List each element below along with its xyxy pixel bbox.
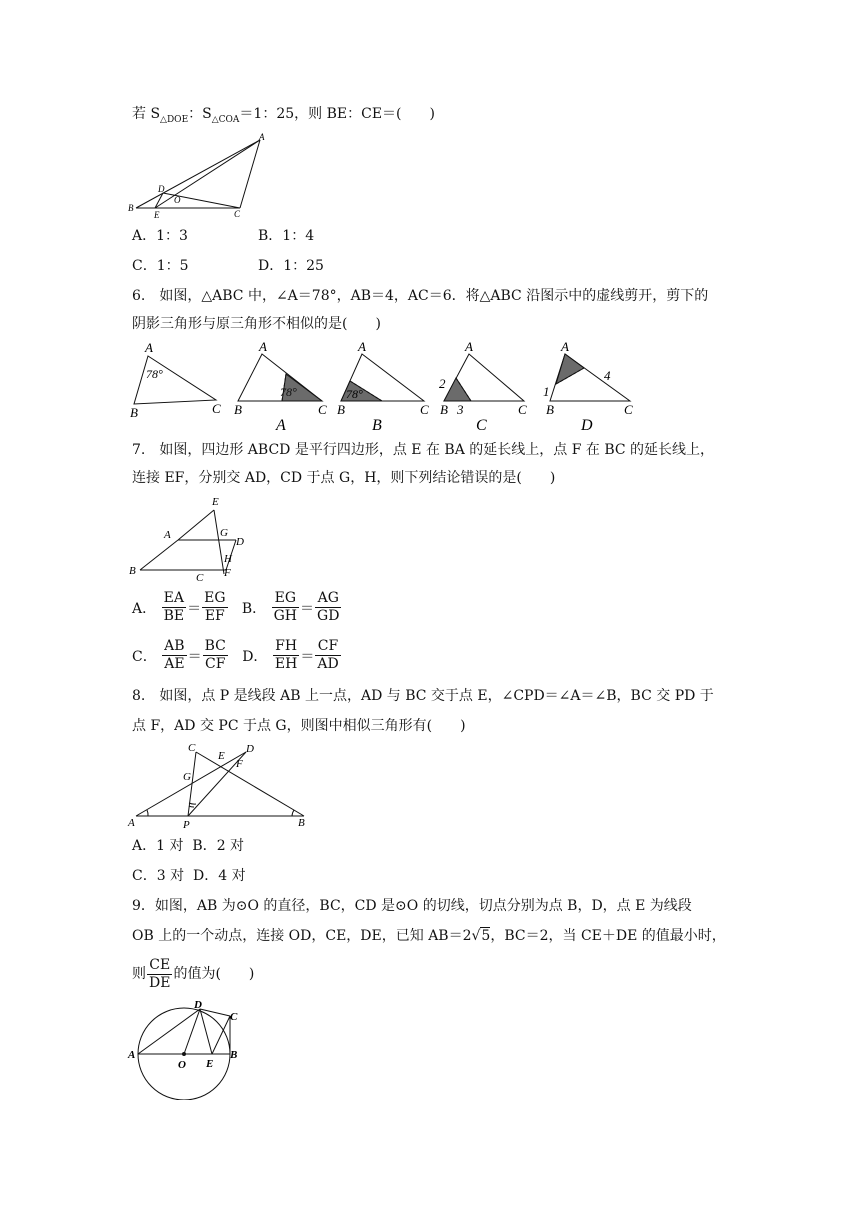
svg-text:G: G (183, 771, 191, 783)
svg-text:D: D (194, 999, 202, 1011)
svg-text:F: F (236, 758, 243, 770)
svg-text:B: B (129, 565, 136, 577)
q5-label-o: O (174, 195, 181, 205)
svg-text:B: B (230, 1049, 238, 1061)
q6-caption-a: A (276, 417, 286, 434)
svg-text:E: E (212, 496, 219, 508)
svg-text:3: 3 (457, 402, 464, 417)
q5-label-c: C (234, 209, 241, 218)
q6-caption-b: B (372, 417, 382, 434)
q5-label-a: A (259, 132, 265, 142)
q8-stem-line2: 点 F，AD 交 PC 于点 G，则图中相似三角形有( ) (132, 718, 466, 734)
svg-text:C: C (420, 402, 429, 417)
svg-text:A: A (128, 817, 135, 829)
svg-text:C: C (212, 401, 221, 416)
svg-text:C: C (518, 402, 527, 417)
q5-option-b[interactable]: B．1：4 (258, 228, 315, 244)
q6-caption-d: D (581, 417, 593, 434)
q5-figure (128, 132, 268, 218)
svg-text:B: B (130, 405, 138, 420)
svg-text:P: P (183, 819, 190, 830)
svg-text:78°: 78° (280, 385, 297, 399)
svg-text:C: C (196, 572, 204, 584)
svg-text:C: C (624, 402, 633, 417)
q5-label-e: E (154, 210, 160, 218)
svg-text:D: D (246, 743, 254, 755)
svg-text:A: A (128, 1049, 136, 1061)
q6-stem-line2: 阴影三角形与原三角形不相似的是( ) (132, 316, 381, 332)
q7-option-c[interactable]: C． $\frac{AB}{AE}$ ＝ $\frac{BC}{CF}$ (132, 638, 226, 672)
q7-stem-line2: 连接 EF，分别交 AD，CD 于点 G，H，则下列结论错误的是( ) (132, 470, 556, 486)
svg-text:A: A (259, 339, 267, 354)
svg-text:E: E (218, 750, 225, 762)
q9-figure (126, 996, 256, 1100)
q9-stem-line3: 则 $\frac{CE}{DE}$ 的值为( ) (132, 956, 255, 991)
q6-angle-main: 78° (146, 367, 163, 381)
q8-option-cd[interactable]: C．3 对 D．4 对 (132, 868, 246, 884)
svg-text:78°: 78° (346, 387, 363, 401)
q5-stem: 若 $S_{\triangle DOE}$：$S_{\triangle COA}=1$：25，则 BE：CE＝( ) (132, 106, 435, 125)
svg-text:B: B (298, 817, 305, 829)
svg-text:E: E (206, 1058, 214, 1070)
svg-text:B: B (440, 402, 448, 417)
svg-text:2: 2 (439, 376, 446, 391)
q7-option-d[interactable]: D． $\frac{FH}{EH}$ ＝ $\frac{CF}{AD}$ (242, 638, 339, 672)
svg-text:4: 4 (604, 368, 611, 383)
svg-text:A: A (164, 529, 171, 541)
q8-stem-line1: 8. 如图，点 P 是线段 AB 上一点，AD 与 BC 交于点 E，∠CPD＝∠A＝∠B，BC 交 PD 于 (132, 688, 714, 704)
q7-figure (126, 492, 260, 584)
svg-text:C: C (318, 402, 327, 417)
q5-label-b: B (128, 203, 134, 213)
svg-text:1: 1 (543, 384, 550, 399)
q5-option-c[interactable]: C．1：5 (132, 258, 189, 274)
svg-text:F: F (224, 567, 231, 579)
svg-text:G: G (220, 527, 228, 539)
svg-text:B: B (234, 402, 242, 417)
svg-text:A: A (465, 339, 473, 354)
q7-option-a[interactable]: A． $\frac{EA}{BE}$ ＝ $\frac{EG}{EF}$ (132, 590, 226, 624)
svg-text:A: A (561, 339, 569, 354)
svg-text:H: H (224, 553, 232, 565)
q6-stem-line1: 6. 如图，△ABC 中，∠A＝78°，AB＝4，AC＝6．将△ABC 沿图示中的虚线剪开，剪下的 (132, 288, 709, 304)
q6-caption-c: C (476, 417, 487, 434)
svg-text:A: A (145, 340, 153, 355)
svg-text:A: A (358, 339, 366, 354)
svg-text:O: O (178, 1059, 186, 1071)
svg-text:B: B (337, 402, 345, 417)
q7-option-b[interactable]: B． $\frac{EG}{GH}$ ＝ $\frac{AG}{GD}$ (241, 590, 340, 624)
q9-stem-line1: 9．如图，AB 为⊙O 的直径，BC，CD 是⊙O 的切线，切点分别为点 B，D，点 E 为线段 (132, 898, 692, 914)
q8-option-ab[interactable]: A．1 对 B．2 对 (132, 838, 245, 854)
q5-option-a[interactable]: A．1：3 (132, 228, 188, 244)
q5-label-d: D (158, 184, 165, 194)
svg-text:D: D (236, 536, 244, 548)
q9-stem-line2: OB 上的一个动点，连接 OD，CE，DE，已知 AB＝2√5，BC＝2，当 CE＋DE 的值最小时， (132, 928, 726, 944)
svg-text:B: B (546, 402, 554, 417)
svg-text:C: C (188, 742, 196, 754)
q7-stem-line1: 7. 如图，四边形 ABCD 是平行四边形，点 E 在 BA 的延长线上，点 F 在 BC 的延长线上， (132, 442, 715, 458)
q8-figure (126, 740, 316, 830)
q6-figure (126, 338, 646, 434)
q5-option-d[interactable]: D．1：25 (258, 258, 324, 274)
svg-text:C: C (230, 1011, 238, 1023)
